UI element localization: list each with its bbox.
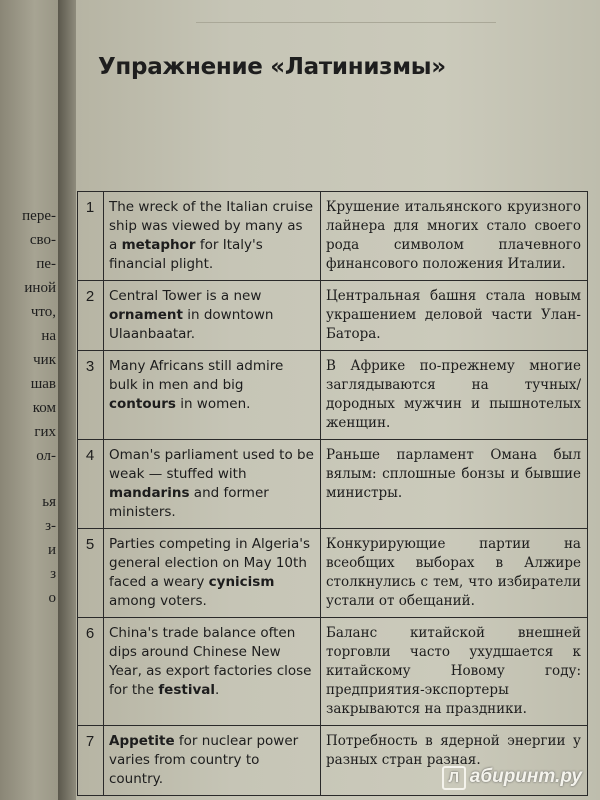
- row-number: 3: [78, 351, 104, 440]
- latinism-term: metaphor: [121, 237, 196, 253]
- latinism-term: contours: [109, 396, 176, 412]
- left-page-fragment: з: [50, 566, 56, 582]
- left-page-fragment: о: [48, 590, 56, 606]
- english-text-after: for Italy's financial plight.: [109, 237, 263, 272]
- watermark: [442, 766, 582, 790]
- english-sentence: [104, 618, 321, 726]
- left-page-fragment: на: [41, 328, 56, 344]
- left-page-fragment: з-: [45, 518, 56, 534]
- english-sentence: [104, 529, 321, 618]
- row-number: 6: [78, 618, 104, 726]
- english-sentence: [104, 192, 321, 281]
- latinism-term: Appetite: [109, 733, 175, 749]
- left-page-fragment: пе-: [36, 256, 56, 272]
- latinism-term: ornament: [109, 307, 183, 323]
- left-page-fragment: иной: [24, 280, 56, 296]
- english-text-before: Central Tower is a new: [109, 288, 262, 304]
- latinism-term: festival: [158, 682, 215, 698]
- english-text-before: Many Africans still admire bulk in men and big: [109, 358, 284, 393]
- russian-translation: Раньше парламент Омана был вялым: сплошные бонзы и бывшие министры.: [321, 440, 588, 529]
- english-text-after: among voters.: [109, 593, 207, 609]
- left-page-fragment: гих: [34, 424, 56, 440]
- english-text-before: The wreck of the Italian cruise ship was viewed by many as a: [109, 199, 314, 253]
- table-row: [78, 618, 588, 726]
- english-text-after: .: [215, 682, 220, 698]
- russian-translation: Баланс китайской внешней торговли часто ухудшается к китайскому Новому году: предприятия-экспортеры закрываются на праздники.: [321, 618, 588, 726]
- english-text-after: in women.: [175, 396, 251, 412]
- row-number: 4: [78, 440, 104, 529]
- english-sentence: [104, 726, 321, 796]
- left-page-fragment: чик: [33, 352, 56, 368]
- left-page-fragment: ком: [32, 400, 56, 416]
- english-sentence: [104, 440, 321, 529]
- latinism-term: mandarins: [109, 485, 190, 501]
- english-text-after: and former ministers.: [109, 485, 269, 520]
- left-page-fragment: пере-: [22, 208, 56, 224]
- bleed-through-header-line: [196, 22, 496, 23]
- russian-translation: Потребность в ядерной энергии у разных стран разная.: [321, 726, 588, 796]
- english-text-before: Oman's parliament used to be weak — stuffed with: [109, 447, 314, 482]
- english-sentence: [104, 351, 321, 440]
- left-page-fragment: сво-: [29, 232, 56, 248]
- left-page-fragment: ол-: [36, 448, 56, 464]
- english-text-before: Parties competing in Algeria's general election on May 10th faced a weary: [109, 536, 310, 590]
- english-sentence: [104, 281, 321, 351]
- english-text-after: for nuclear power varies from country to country.: [109, 733, 299, 787]
- left-page-fragment: что,: [30, 304, 56, 320]
- left-page-fragment: и: [47, 542, 56, 558]
- book-page: [76, 0, 600, 800]
- latinism-term: cynicism: [208, 574, 275, 590]
- page-title: Упражнение «Латинизмы»: [98, 54, 446, 80]
- row-number: 1: [78, 192, 104, 281]
- row-number: 7: [78, 726, 104, 796]
- russian-translation: Конкурирующие партии на всеобщих выборах в Алжире столкнулись с тем, что избиратели устали от обещаний.: [321, 529, 588, 618]
- row-number: 5: [78, 529, 104, 618]
- latinisms-table: [77, 191, 588, 796]
- english-text-after: in downtown Ulaanbaatar.: [109, 307, 274, 342]
- left-page: [0, 0, 58, 800]
- book-gutter: [58, 0, 76, 800]
- left-page-fragment: шав: [30, 376, 56, 392]
- left-page-fragment: ья: [42, 494, 56, 510]
- russian-translation: Крушение итальянского круизного лайнера для многих стало своего рода символом плачевного финансового положения Италии.: [321, 192, 588, 281]
- english-text-before: China's trade balance often dips around Chinese New Year, as export factories close for the: [109, 625, 312, 698]
- table-row: [78, 281, 588, 351]
- table-row: [78, 440, 588, 529]
- table-row: [78, 351, 588, 440]
- russian-translation: Центральная башня стала новым украшением деловой части Улан-Батора.: [321, 281, 588, 351]
- table-row: [78, 192, 588, 281]
- table-row: [78, 529, 588, 618]
- russian-translation: В Африке по-прежнему многие заглядываются на тучных/дородных мужчин и пышнотелых женщин.: [321, 351, 588, 440]
- labirint-logo-icon: Л: [442, 766, 466, 790]
- watermark-text: абиринт.ру: [469, 766, 582, 787]
- row-number: 2: [78, 281, 104, 351]
